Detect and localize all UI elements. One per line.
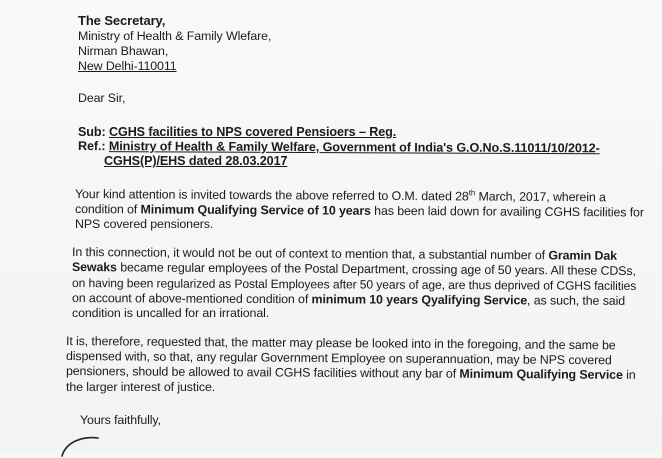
reference-text-2: CGHS(P)/EHS dated 28.03.2017 [104,154,288,168]
para1-text-b: March, 2017, wherein a [475,189,606,205]
para3-line-4: the larger interest of justice. [66,380,216,394]
para2-bold-1: Gramin Dak [548,248,618,263]
para2-line-5: condition is uncalled for an irrational. [72,306,270,320]
para2-text-d: , as such, the said [527,293,626,308]
subject-line [78,125,396,140]
para2-text-a: In this connection, it would not be out of context to mention that, a substantial number of [71,245,549,263]
para2-text-c: on account of above-mentioned condition of [71,291,312,307]
para1-text-c: condition of [74,202,141,217]
para3-line-1: It is, therefore, requested that, the matter may please be looked into in the foregoing, and the same be [65,334,616,353]
para1-text-d: has been laid down for availing CGHS facilities for [370,203,644,220]
addressee-ministry: Ministry of Health & Family Wlefare, [78,29,272,43]
addressee-building: Nirman Bhawan, [78,44,169,58]
addressee-title: The Secretary, [78,13,166,28]
para3-bold: Minimum Qualifying Service [459,366,623,382]
closing: Yours faithfully, [80,413,161,427]
ordinal-suffix: th [468,188,476,198]
para3-line-2: dispensed with, so that, any regular Government Employee on superannuation, may be NPS covered [65,349,612,368]
addressee-city: New Delhi-110011 [78,59,177,73]
para2-line-3: on having been regularized as Postal Employees after 50 years of age, are thus deprived of CGHS facilities [71,276,637,293]
reference-text-1: Ministry of Health & Family Welfare, Government of India's G.O.No.S.11011/10/2012- [108,139,600,156]
para1-text-a: Your kind attention is invited towards the above referred to O.M. dated 28 [74,187,469,204]
subject-label: Sub: [78,125,106,139]
salutation: Dear Sir, [78,91,126,105]
para3-text-a: pensioners, should be allowed to avail CGHS facilities without any bar of [65,364,460,381]
reference-label: Ref.: [77,139,106,154]
para3-text-b: in [622,367,636,382]
para2-bold-3: minimum 10 years Qyalifying Service [311,292,528,308]
signature-mark [52,428,112,458]
para1-bold: Minimum Qualifying Service of 10 years [140,202,371,218]
para1-line-3: NPS covered pensioners. [75,217,214,231]
para2-text-b: became regular employees of the Postal Department, crossing age of 50 years. All these CDSs, [116,260,636,278]
para2-bold-2: Sewaks [71,260,117,275]
subject-text: CGHS facilities to NPS covered Pensioers – Reg. [109,125,397,139]
